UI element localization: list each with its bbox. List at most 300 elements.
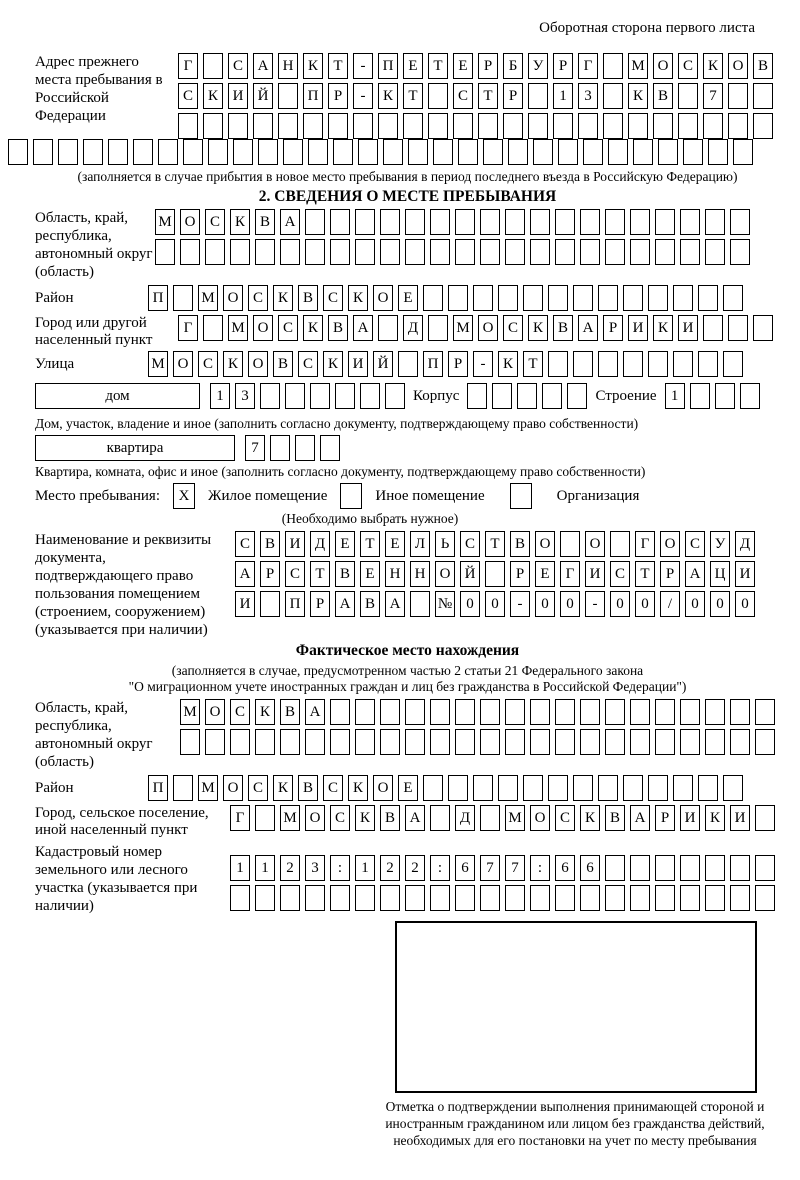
char-cell[interactable]: К — [303, 53, 323, 79]
char-cell[interactable] — [505, 729, 525, 755]
char-cell[interactable]: О — [435, 561, 455, 587]
char-cell[interactable] — [633, 139, 653, 165]
char-cell[interactable]: М — [453, 315, 473, 341]
char-cell[interactable]: С — [610, 561, 630, 587]
char-cell[interactable] — [598, 775, 618, 801]
char-cell[interactable]: 1 — [665, 383, 685, 409]
char-cell[interactable] — [492, 383, 512, 409]
char-cell[interactable]: С — [685, 531, 705, 557]
char-cell[interactable] — [680, 885, 700, 911]
char-cell[interactable] — [658, 139, 678, 165]
char-cell[interactable] — [728, 315, 748, 341]
char-cell[interactable]: Л — [410, 531, 430, 557]
char-cell[interactable]: В — [280, 699, 300, 725]
char-cell[interactable]: Н — [410, 561, 430, 587]
char-cell[interactable] — [458, 139, 478, 165]
char-cell[interactable] — [173, 285, 193, 311]
char-cell[interactable] — [205, 239, 225, 265]
char-cell[interactable]: Е — [398, 285, 418, 311]
char-cell[interactable] — [705, 209, 725, 235]
char-cell[interactable] — [280, 729, 300, 755]
char-cell[interactable] — [310, 383, 330, 409]
char-cell[interactable]: Р — [328, 83, 348, 109]
char-cell[interactable]: Е — [398, 775, 418, 801]
char-cell[interactable]: С — [178, 83, 198, 109]
char-cell[interactable]: О — [223, 285, 243, 311]
char-cell[interactable] — [355, 209, 375, 235]
char-cell[interactable] — [330, 699, 350, 725]
char-cell[interactable] — [423, 285, 443, 311]
char-cell[interactable]: С — [230, 699, 250, 725]
char-cell[interactable] — [523, 285, 543, 311]
char-cell[interactable]: Р — [310, 591, 330, 617]
char-cell[interactable]: П — [285, 591, 305, 617]
char-cell[interactable] — [278, 83, 298, 109]
stay-type-checkbox-other-premises[interactable] — [340, 483, 362, 509]
char-cell[interactable]: О — [248, 351, 268, 377]
char-cell[interactable]: 3 — [578, 83, 598, 109]
char-cell[interactable] — [580, 885, 600, 911]
char-cell[interactable] — [730, 885, 750, 911]
char-cell[interactable]: : — [530, 855, 550, 881]
char-cell[interactable]: 3 — [305, 855, 325, 881]
char-cell[interactable]: Е — [335, 531, 355, 557]
char-cell[interactable]: И — [735, 561, 755, 587]
char-cell[interactable] — [705, 729, 725, 755]
char-cell[interactable]: 0 — [460, 591, 480, 617]
char-cell[interactable] — [530, 209, 550, 235]
char-cell[interactable] — [708, 139, 728, 165]
char-cell[interactable]: Д — [455, 805, 475, 831]
char-cell[interactable]: В — [360, 591, 380, 617]
char-cell[interactable]: 0 — [610, 591, 630, 617]
char-cell[interactable]: М — [198, 775, 218, 801]
char-cell[interactable] — [755, 855, 775, 881]
char-cell[interactable] — [295, 435, 315, 461]
char-cell[interactable] — [228, 113, 248, 139]
char-cell[interactable]: 0 — [485, 591, 505, 617]
char-cell[interactable] — [330, 729, 350, 755]
char-cell[interactable] — [448, 285, 468, 311]
char-cell[interactable] — [380, 239, 400, 265]
char-cell[interactable]: Е — [360, 561, 380, 587]
stay-type-checkbox-residential[interactable]: X — [173, 483, 195, 509]
char-cell[interactable] — [203, 113, 223, 139]
char-cell[interactable] — [423, 775, 443, 801]
char-cell[interactable]: Г — [635, 531, 655, 557]
char-cell[interactable] — [253, 113, 273, 139]
char-cell[interactable] — [690, 383, 710, 409]
char-cell[interactable]: Г — [560, 561, 580, 587]
char-cell[interactable]: О — [373, 285, 393, 311]
char-cell[interactable]: 0 — [735, 591, 755, 617]
char-cell[interactable] — [480, 729, 500, 755]
char-cell[interactable]: П — [378, 53, 398, 79]
char-cell[interactable] — [698, 775, 718, 801]
char-cell[interactable] — [580, 729, 600, 755]
char-cell[interactable]: О — [530, 805, 550, 831]
char-cell[interactable]: Д — [403, 315, 423, 341]
char-cell[interactable] — [573, 775, 593, 801]
char-cell[interactable]: Е — [403, 53, 423, 79]
char-cell[interactable]: Т — [328, 53, 348, 79]
char-cell[interactable]: Т — [478, 83, 498, 109]
char-cell[interactable] — [630, 885, 650, 911]
char-cell[interactable]: К — [348, 775, 368, 801]
char-cell[interactable]: К — [348, 285, 368, 311]
char-cell[interactable] — [655, 855, 675, 881]
char-cell[interactable]: С — [228, 53, 248, 79]
char-cell[interactable]: А — [305, 699, 325, 725]
char-cell[interactable] — [598, 351, 618, 377]
char-cell[interactable]: Р — [655, 805, 675, 831]
char-cell[interactable] — [203, 53, 223, 79]
char-cell[interactable]: И — [228, 83, 248, 109]
char-cell[interactable]: № — [435, 591, 455, 617]
char-cell[interactable] — [383, 139, 403, 165]
char-cell[interactable] — [480, 805, 500, 831]
char-cell[interactable]: Е — [535, 561, 555, 587]
char-cell[interactable]: К — [705, 805, 725, 831]
char-cell[interactable] — [755, 729, 775, 755]
char-cell[interactable] — [605, 699, 625, 725]
char-cell[interactable]: Р — [478, 53, 498, 79]
char-cell[interactable] — [730, 209, 750, 235]
char-cell[interactable]: А — [630, 805, 650, 831]
char-cell[interactable] — [178, 113, 198, 139]
char-cell[interactable] — [405, 885, 425, 911]
char-cell[interactable] — [203, 315, 223, 341]
char-cell[interactable] — [548, 285, 568, 311]
char-cell[interactable]: Г — [578, 53, 598, 79]
char-cell[interactable] — [683, 139, 703, 165]
char-cell[interactable]: Г — [230, 805, 250, 831]
char-cell[interactable]: О — [660, 531, 680, 557]
char-cell[interactable]: Е — [385, 531, 405, 557]
char-cell[interactable] — [528, 83, 548, 109]
char-cell[interactable] — [280, 239, 300, 265]
char-cell[interactable] — [330, 209, 350, 235]
char-cell[interactable] — [505, 239, 525, 265]
char-cell[interactable] — [380, 209, 400, 235]
char-cell[interactable]: Н — [385, 561, 405, 587]
char-cell[interactable] — [573, 351, 593, 377]
char-cell[interactable] — [673, 775, 693, 801]
char-cell[interactable] — [655, 885, 675, 911]
char-cell[interactable] — [8, 139, 28, 165]
char-cell[interactable] — [380, 885, 400, 911]
char-cell[interactable]: Т — [485, 531, 505, 557]
char-cell[interactable]: С — [460, 531, 480, 557]
char-cell[interactable]: К — [628, 83, 648, 109]
char-cell[interactable] — [723, 351, 743, 377]
char-cell[interactable]: М — [505, 805, 525, 831]
char-cell[interactable]: О — [535, 531, 555, 557]
char-cell[interactable]: У — [710, 531, 730, 557]
char-cell[interactable] — [455, 885, 475, 911]
char-cell[interactable]: К — [273, 775, 293, 801]
char-cell[interactable] — [305, 885, 325, 911]
char-cell[interactable]: В — [328, 315, 348, 341]
char-cell[interactable] — [630, 239, 650, 265]
char-cell[interactable] — [305, 239, 325, 265]
char-cell[interactable] — [740, 383, 760, 409]
char-cell[interactable]: В — [753, 53, 773, 79]
char-cell[interactable] — [498, 775, 518, 801]
char-cell[interactable] — [428, 113, 448, 139]
char-cell[interactable] — [58, 139, 78, 165]
char-cell[interactable] — [498, 285, 518, 311]
char-cell[interactable]: О — [223, 775, 243, 801]
char-cell[interactable]: Д — [735, 531, 755, 557]
char-cell[interactable] — [285, 383, 305, 409]
char-cell[interactable]: - — [353, 83, 373, 109]
char-cell[interactable]: К — [580, 805, 600, 831]
char-cell[interactable]: Й — [373, 351, 393, 377]
char-cell[interactable] — [455, 699, 475, 725]
char-cell[interactable] — [558, 139, 578, 165]
char-cell[interactable] — [605, 885, 625, 911]
char-cell[interactable] — [485, 561, 505, 587]
char-cell[interactable] — [530, 699, 550, 725]
char-cell[interactable]: О — [253, 315, 273, 341]
char-cell[interactable] — [385, 383, 405, 409]
char-cell[interactable] — [505, 209, 525, 235]
char-cell[interactable] — [505, 699, 525, 725]
char-cell[interactable]: П — [148, 285, 168, 311]
char-cell[interactable] — [430, 805, 450, 831]
char-cell[interactable] — [542, 383, 562, 409]
char-cell[interactable] — [698, 285, 718, 311]
char-cell[interactable] — [753, 315, 773, 341]
char-cell[interactable]: 1 — [553, 83, 573, 109]
char-cell[interactable]: А — [405, 805, 425, 831]
char-cell[interactable] — [255, 239, 275, 265]
char-cell[interactable] — [755, 805, 775, 831]
char-cell[interactable]: М — [148, 351, 168, 377]
char-cell[interactable] — [320, 435, 340, 461]
char-cell[interactable] — [255, 885, 275, 911]
char-cell[interactable] — [473, 285, 493, 311]
char-cell[interactable]: А — [253, 53, 273, 79]
char-cell[interactable] — [580, 209, 600, 235]
char-cell[interactable] — [553, 113, 573, 139]
char-cell[interactable] — [480, 885, 500, 911]
char-cell[interactable] — [548, 351, 568, 377]
char-cell[interactable] — [408, 139, 428, 165]
char-cell[interactable]: С — [330, 805, 350, 831]
char-cell[interactable]: О — [205, 699, 225, 725]
char-cell[interactable] — [335, 383, 355, 409]
char-cell[interactable]: П — [148, 775, 168, 801]
char-cell[interactable]: И — [235, 591, 255, 617]
char-cell[interactable] — [605, 729, 625, 755]
char-cell[interactable] — [548, 775, 568, 801]
char-cell[interactable]: П — [303, 83, 323, 109]
char-cell[interactable] — [133, 139, 153, 165]
char-cell[interactable]: О — [180, 209, 200, 235]
char-cell[interactable]: О — [653, 53, 673, 79]
char-cell[interactable]: С — [678, 53, 698, 79]
char-cell[interactable]: С — [323, 775, 343, 801]
char-cell[interactable]: О — [173, 351, 193, 377]
char-cell[interactable]: К — [653, 315, 673, 341]
char-cell[interactable] — [405, 729, 425, 755]
char-cell[interactable] — [208, 139, 228, 165]
char-cell[interactable]: И — [348, 351, 368, 377]
char-cell[interactable] — [333, 139, 353, 165]
char-cell[interactable]: Р — [603, 315, 623, 341]
char-cell[interactable] — [755, 885, 775, 911]
char-cell[interactable] — [523, 775, 543, 801]
char-cell[interactable]: Ц — [710, 561, 730, 587]
char-cell[interactable] — [605, 855, 625, 881]
char-cell[interactable] — [353, 113, 373, 139]
char-cell[interactable] — [33, 139, 53, 165]
char-cell[interactable]: Г — [178, 315, 198, 341]
char-cell[interactable] — [430, 885, 450, 911]
char-cell[interactable] — [598, 285, 618, 311]
char-cell[interactable] — [730, 699, 750, 725]
char-cell[interactable] — [730, 855, 750, 881]
char-cell[interactable]: К — [303, 315, 323, 341]
char-cell[interactable]: М — [280, 805, 300, 831]
char-cell[interactable]: 1 — [255, 855, 275, 881]
char-cell[interactable] — [480, 699, 500, 725]
char-cell[interactable]: Г — [178, 53, 198, 79]
char-cell[interactable]: С — [248, 285, 268, 311]
char-cell[interactable]: И — [730, 805, 750, 831]
char-cell[interactable] — [255, 805, 275, 831]
char-cell[interactable]: 1 — [210, 383, 230, 409]
char-cell[interactable]: Т — [635, 561, 655, 587]
char-cell[interactable]: В — [335, 561, 355, 587]
char-cell[interactable] — [678, 113, 698, 139]
char-cell[interactable] — [653, 113, 673, 139]
char-cell[interactable] — [567, 383, 587, 409]
char-cell[interactable]: 2 — [405, 855, 425, 881]
char-cell[interactable] — [673, 285, 693, 311]
char-cell[interactable]: В — [255, 209, 275, 235]
char-cell[interactable] — [478, 113, 498, 139]
char-cell[interactable] — [655, 239, 675, 265]
char-cell[interactable]: : — [330, 855, 350, 881]
char-cell[interactable] — [283, 139, 303, 165]
char-cell[interactable] — [580, 699, 600, 725]
char-cell[interactable] — [433, 139, 453, 165]
char-cell[interactable] — [205, 729, 225, 755]
char-cell[interactable] — [605, 209, 625, 235]
char-cell[interactable] — [648, 775, 668, 801]
char-cell[interactable] — [605, 239, 625, 265]
char-cell[interactable]: О — [728, 53, 748, 79]
char-cell[interactable] — [655, 729, 675, 755]
char-cell[interactable] — [430, 699, 450, 725]
char-cell[interactable] — [183, 139, 203, 165]
char-cell[interactable]: М — [198, 285, 218, 311]
char-cell[interactable]: Р — [660, 561, 680, 587]
char-cell[interactable]: С — [555, 805, 575, 831]
char-cell[interactable]: К — [273, 285, 293, 311]
char-cell[interactable]: П — [423, 351, 443, 377]
char-cell[interactable] — [723, 285, 743, 311]
char-cell[interactable] — [230, 885, 250, 911]
char-cell[interactable]: Н — [278, 53, 298, 79]
char-cell[interactable] — [730, 239, 750, 265]
char-cell[interactable]: О — [585, 531, 605, 557]
char-cell[interactable] — [630, 209, 650, 235]
char-cell[interactable] — [648, 285, 668, 311]
char-cell[interactable] — [648, 351, 668, 377]
char-cell[interactable]: 6 — [455, 855, 475, 881]
char-cell[interactable] — [360, 383, 380, 409]
char-cell[interactable] — [680, 699, 700, 725]
char-cell[interactable]: В — [298, 285, 318, 311]
char-cell[interactable] — [608, 139, 628, 165]
char-cell[interactable] — [305, 729, 325, 755]
char-cell[interactable]: Р — [510, 561, 530, 587]
char-cell[interactable]: С — [298, 351, 318, 377]
char-cell[interactable]: Ь — [435, 531, 455, 557]
char-cell[interactable]: К — [378, 83, 398, 109]
char-cell[interactable]: - — [585, 591, 605, 617]
char-cell[interactable]: С — [235, 531, 255, 557]
char-cell[interactable]: А — [353, 315, 373, 341]
char-cell[interactable] — [430, 239, 450, 265]
char-cell[interactable] — [380, 729, 400, 755]
char-cell[interactable] — [753, 83, 773, 109]
char-cell[interactable] — [410, 591, 430, 617]
char-cell[interactable] — [328, 113, 348, 139]
char-cell[interactable]: 2 — [380, 855, 400, 881]
char-cell[interactable] — [455, 239, 475, 265]
char-cell[interactable]: Р — [503, 83, 523, 109]
char-cell[interactable] — [398, 351, 418, 377]
char-cell[interactable]: А — [685, 561, 705, 587]
char-cell[interactable] — [580, 239, 600, 265]
char-cell[interactable]: 0 — [635, 591, 655, 617]
char-cell[interactable]: В — [380, 805, 400, 831]
char-cell[interactable] — [755, 699, 775, 725]
char-cell[interactable]: М — [228, 315, 248, 341]
char-cell[interactable] — [355, 729, 375, 755]
char-cell[interactable] — [603, 113, 623, 139]
char-cell[interactable]: / — [660, 591, 680, 617]
char-cell[interactable] — [448, 775, 468, 801]
char-cell[interactable] — [517, 383, 537, 409]
char-cell[interactable] — [573, 285, 593, 311]
char-cell[interactable]: Т — [403, 83, 423, 109]
char-cell[interactable] — [753, 113, 773, 139]
char-cell[interactable] — [430, 209, 450, 235]
char-cell[interactable]: В — [553, 315, 573, 341]
char-cell[interactable] — [428, 315, 448, 341]
char-cell[interactable]: 0 — [535, 591, 555, 617]
char-cell[interactable] — [728, 113, 748, 139]
char-cell[interactable]: С — [285, 561, 305, 587]
char-cell[interactable]: С — [503, 315, 523, 341]
char-cell[interactable] — [330, 885, 350, 911]
char-cell[interactable]: И — [680, 805, 700, 831]
char-cell[interactable] — [583, 139, 603, 165]
char-cell[interactable] — [260, 383, 280, 409]
char-cell[interactable] — [610, 531, 630, 557]
char-cell[interactable] — [508, 139, 528, 165]
char-cell[interactable]: В — [273, 351, 293, 377]
char-cell[interactable] — [270, 435, 290, 461]
char-cell[interactable] — [655, 699, 675, 725]
stay-type-checkbox-organization[interactable] — [510, 483, 532, 509]
